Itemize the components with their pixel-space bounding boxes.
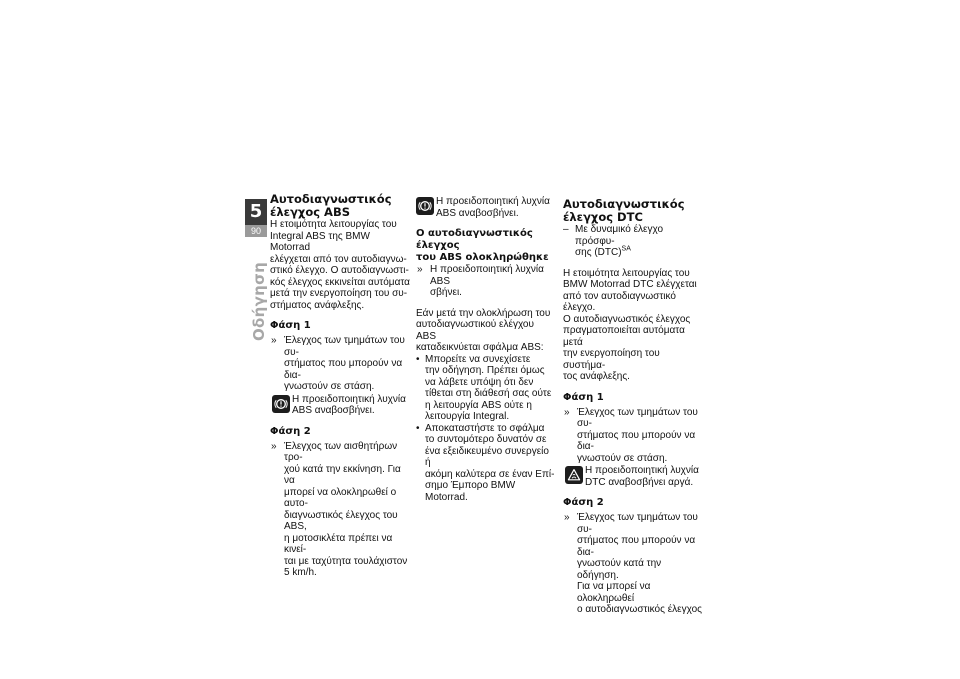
column-dtc-self-diagnosis <box>563 198 703 616</box>
abs-complete-heading: Ο αυτοδιαγνωστικός έλεγχος του ABS ολοκληρώθηκε <box>416 228 549 263</box>
abs-phase2-warning: Η προειδοποιητική λυχνία ABS αναβοσβήνει. <box>416 196 556 219</box>
dtc-phase2-step: » Έλεγχος των τμημάτων του συ- στήματος που μπορούν να δια- γνωστούν κατά την οδήγηση. Για να μπορεί να ολοκληρωθεί ο αυτοδιαγνωστικός έλεγχος <box>564 512 702 615</box>
abs-phase1-warning: Η προειδοποιητική λυχνία ABS αναβοσβήνει. <box>272 394 410 417</box>
abs-phase2-title: Φάση 2 <box>270 425 311 437</box>
abs-heading: Αυτοδιαγνωστικός έλεγχος ABS <box>270 192 392 219</box>
chapter-tab <box>245 199 267 237</box>
section-label: Οδήγηση <box>250 262 268 342</box>
dtc-equipment-note: – Με δυναμικό έλεγχο πρόσφυ- σης (DTC)$^{SA}$ <box>563 224 664 258</box>
dtc-heading: Αυτοδιαγνωστικός έλεγχος DTC <box>563 197 685 224</box>
abs-complete-step: » Η προειδοποιητική λυχνία ABS σβήνει. <box>417 264 544 298</box>
abs-fault-bullet-continue: • Μπορείτε να συνεχίσετε την οδήγηση. Πρέπει όμως να λάβετε υπόψη ότι δεν τίθεται στη διάθεσή σας ούτε η λειτουργία ABS ούτε η λειτουργία Integral. <box>416 353 552 422</box>
abs-warning-icon <box>272 395 290 413</box>
dtc-phase2-title: Φάση 2 <box>563 497 604 508</box>
dtc-intro: Η ετοιμότητα λειτουργίας του BMW Motorrad DTC ελέγχεται από τον αυτοδιαγνωστικό έλεγχο. Ο αυτοδιαγνωστικός έλεγχος πραγματοποιείται αυτόματα μετά την ενεργοποίηση του συστήμα- τος ανάφλεξης. <box>563 267 697 382</box>
dtc-phase1-warning: Η προειδοποιητική λυχνία DTC αναβοσβήνει αργά. <box>565 465 703 488</box>
abs-phase2-step: » Έλεγχος των αισθητήρων τρο- χού κατά την εκκίνηση. Για να μπορεί να ολοκληρωθεί ο αυτο- διαγνωστικός έλεγχος του ABS, η μοτοσικλέτα πρέπει να κινεί- ται με ταχύτητα τουλάχιστον 5 km/h. <box>271 440 408 578</box>
abs-intro: Η ετοιμότητα λειτουργίας του Integral ABS της BMW Motorrad ελέγχεται από τον αυτοδιαγνω- στικό έλεγχο. Ο αυτοδιαγνωστι- κός έλεγχος εκκινείται αυτόματα μετά την ενεργοποίηση του συ- στήματος ανάφλεξης. <box>270 219 410 311</box>
abs-fault-intro: Εάν μετά την ολοκλήρωση του αυτοδιαγνωστικού ελέγχου ABS καταδεικνύεται σφάλμα ABS: <box>416 307 551 353</box>
abs-phase1-title: Φάση 1 <box>270 320 311 331</box>
abs-fault-bullet-repair: • Αποκαταστήστε το σφάλμα το συντομότερο δυνατόν σε ένα εξειδικευμένο συνεργείο ή ακόμη καλύτερα σε έναν Επί- σημο Έμπορο BMW Motorrad. <box>416 422 555 503</box>
dtc-warning-icon <box>565 466 583 484</box>
page-number: 90 <box>245 225 267 237</box>
column-abs-result <box>416 196 556 503</box>
column-abs-self-diagnosis <box>270 193 410 579</box>
abs-phase1-step: » Έλεγχος των τμημάτων του συ- στήματος που μπορούν να δια- γνωστούν σε στάση. <box>271 335 405 392</box>
dtc-phase1-title: Φάση 1 <box>563 391 604 403</box>
abs-warning-icon <box>416 197 434 215</box>
dtc-phase1-step: » Έλεγχος των τμημάτων του συ- στήματος που μπορούν να δια- γνωστούν σε στάση. <box>564 406 698 464</box>
chapter-number: 5 <box>245 199 267 225</box>
